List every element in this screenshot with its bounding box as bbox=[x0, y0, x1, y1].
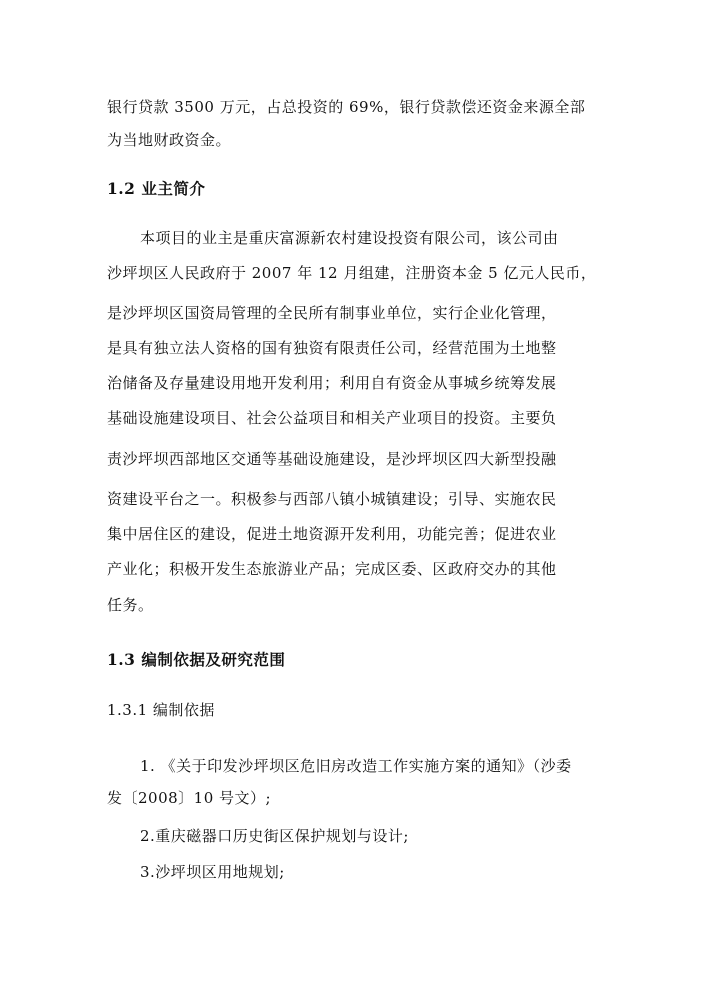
intro-line-1: 银行贷款 3500 万元，占总投资的 69%，银行贷款偿还资金来源全部 bbox=[107, 98, 586, 116]
intro-line-2: 为当地财政资金。 bbox=[107, 131, 232, 149]
list-item: 1. 《关于印发沙坪坝区危旧房改造工作实施方案的通知》（沙委 bbox=[140, 757, 572, 775]
sub-heading-1-3-1: 1.3.1 编制依据 bbox=[107, 701, 215, 719]
paragraph-line: 沙坪坝区人民政府于 2007 年 12 月组建，注册资本金 5 亿元人民币， bbox=[107, 264, 597, 282]
section-heading-1-3: 1.3 编制依据及研究范围 bbox=[107, 650, 286, 669]
paragraph-line: 责沙坪坝西部地区交通等基础设施建设，是沙坪坝区四大新型投融 bbox=[107, 450, 557, 468]
paragraph-line: 是具有独立法人资格的国有独资有限责任公司，经营范围为土地整 bbox=[107, 339, 557, 357]
list-item: 2.重庆磁器口历史街区保护规划与设计; bbox=[140, 827, 409, 845]
list-item: 发〔2008〕10 号文）; bbox=[107, 789, 272, 807]
paragraph-line: 是沙坪坝区国资局管理的全民所有制事业单位，实行企业化管理， bbox=[107, 304, 557, 322]
paragraph-line: 治储备及存量建设用地开发利用；利用自有资金从事城乡统筹发展 bbox=[107, 374, 557, 392]
paragraph-line: 任务。 bbox=[107, 596, 154, 614]
paragraph-line: 资建设平台之一。积极参与西部八镇小城镇建设；引导、实施农民 bbox=[107, 490, 557, 508]
paragraph-line: 基础设施建设项目、社会公益项目和相关产业项目的投资。主要负 bbox=[107, 409, 557, 427]
section-heading-1-2: 1.2 业主简介 bbox=[107, 179, 206, 198]
paragraph-line: 本项目的业主是重庆富源新农村建设投资有限公司，该公司由 bbox=[140, 229, 559, 247]
paragraph-line: 产业化；积极开发生态旅游业产品；完成区委、区政府交办的其他 bbox=[107, 560, 557, 578]
paragraph-line: 集中居住区的建设，促进土地资源开发利用，功能完善；促进农业 bbox=[107, 525, 557, 543]
list-item: 3.沙坪坝区用地规划; bbox=[140, 863, 285, 881]
